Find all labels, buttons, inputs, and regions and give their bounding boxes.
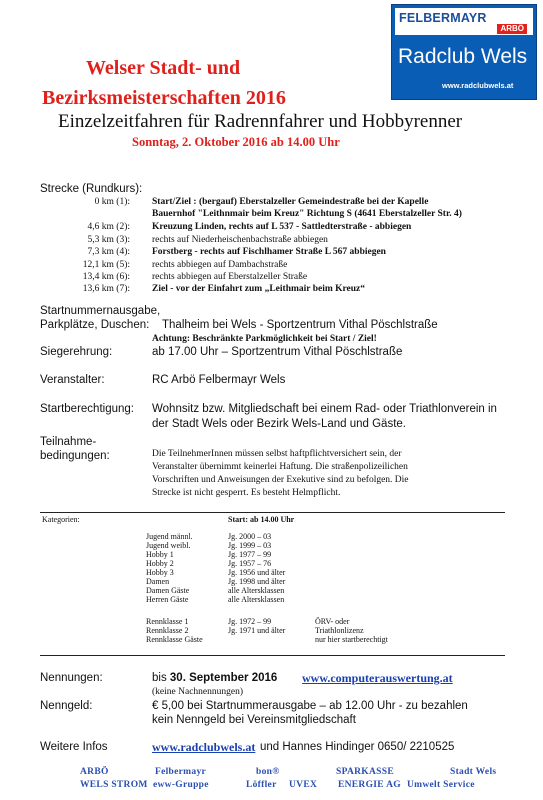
route-desc: Bauernhof "Leithnmair beim Kreuz" Richtung S (4641 Eberstalzeller Str. 4) [152, 209, 462, 219]
conditions-line: Strecke ist nicht gesperrt. Es besteht Helmpflicht. [152, 488, 341, 498]
category-year: Jg. 1998 und älter [228, 577, 286, 586]
categories-top-rule [40, 512, 505, 513]
race-class-name: Rennklasse 1 [146, 617, 189, 626]
category-name: Hobby 1 [146, 550, 174, 559]
sponsor-stadt-wels: Stadt Wels [450, 767, 497, 777]
route-km: 0 km (1): [94, 197, 130, 207]
entries-label: Nennungen: [40, 672, 103, 684]
title-line-2: Bezirksmeisterschaften 2016 [42, 87, 286, 109]
sponsor-wels-strom: WELS STROM [80, 780, 148, 790]
sponsor-bon: bon® [256, 767, 280, 777]
logo-name: Radclub Wels [398, 45, 528, 68]
race-class-note: Triathlonlizenz [315, 626, 364, 635]
fee-line-1: € 5,00 bei Startnummerausgabe – ab 12.00 Uhr - zu bezahlen [152, 700, 468, 712]
eligibility-line-2: der Stadt Wels oder Bezirk Wels-Land und Gäste. [152, 418, 406, 430]
category-name: Damen [146, 577, 170, 586]
eligibility-label: Startberechtigung: [40, 403, 134, 415]
more-info-contact: und Hannes Hindinger 0650/ 2210525 [260, 741, 455, 753]
entries-deadline: bis 30. September 2016 [152, 672, 278, 684]
race-class-note: ÖRV- oder [315, 617, 350, 626]
sponsor-sparkasse: SPARKASSE [336, 767, 394, 777]
route-desc: rechts abbiegen auf Dambachstraße [152, 260, 288, 270]
sponsor-umwelt-service: Umwelt Service [407, 780, 475, 790]
conditions-line: Die TeilnehmerInnen müssen selbst haftpflichtversichert sein, der [152, 449, 402, 459]
event-date: Sonntag, 2. Oktober 2016 ab 14.00 Uhr [132, 135, 340, 149]
route-desc: rechts abbiegen auf Eberstalzeller Straße [152, 272, 308, 282]
route-km: 13,4 km (6): [82, 272, 130, 282]
sponsor-arbo: ARBÖ [80, 767, 109, 777]
race-class-year: Jg. 1972 – 99 [228, 617, 272, 626]
organizer-label: Veranstalter: [40, 374, 105, 386]
entries-link[interactable]: www.computerauswertung.at [302, 671, 453, 685]
route-desc: Forstberg - rechts auf Fischlhamer Straße L 567 abbiegen [152, 247, 386, 257]
entries-note: (keine Nachnennungen) [152, 687, 244, 697]
category-name: Herren Gäste [146, 595, 189, 604]
sponsor-energie-ag: ENERGIE AG [338, 780, 401, 790]
ceremony-label: Siegerehrung: [40, 346, 113, 358]
category-name: Jugend männl. [146, 532, 193, 541]
conditions-label-2: bedingungen: [40, 450, 110, 462]
route-desc: Kreuzung Linden, rechts auf L 537 - Sattledterstraße - abbiegen [152, 222, 412, 232]
categories-start: Start: ab 14.00 Uhr [228, 515, 295, 524]
logo-brand: FELBERMAYR [399, 11, 487, 25]
conditions-line: Veranstalter übernimmt keinerlei Haftung. Die straßenpolizeilichen [152, 462, 408, 472]
more-info-label: Weitere Infos [40, 741, 108, 753]
radclub-logo [391, 4, 537, 100]
sponsor-loeffler: Löffler [246, 780, 277, 790]
fee-label: Nenngeld: [40, 700, 93, 712]
route-km: 5,3 km (3): [87, 235, 130, 245]
race-class-name: Rennklasse Gäste [146, 635, 203, 644]
race-class-name: Rennklasse 2 [146, 626, 189, 635]
fee-line-2: kein Nenngeld bei Vereinsmitgliedschaft [152, 714, 356, 726]
organizer-value: RC Arbö Felbermayr Wels [152, 374, 286, 386]
startnr-label-1: Startnummernausgabe, [40, 305, 161, 317]
category-name: Hobby 2 [146, 559, 174, 568]
route-km: 13,6 km (7): [82, 284, 130, 294]
category-name: Jugend weibl. [146, 541, 191, 550]
category-year: Jg. 1957 – 76 [228, 559, 272, 568]
race-class-year: Jg. 1971 und älter [228, 626, 286, 635]
category-name: Damen Gäste [146, 586, 190, 595]
category-year: Jg. 1999 – 03 [228, 541, 272, 550]
category-year: Jg. 2000 – 03 [228, 532, 272, 541]
category-name: Hobby 3 [146, 568, 174, 577]
category-year: alle Altersklassen [228, 586, 285, 595]
route-km: 4,6 km (2): [87, 222, 130, 232]
logo-sub: ARBÖ [497, 24, 527, 34]
conditions-line: Vorschriften und Anweisungen der Exekutive sind zu befolgen. Die [152, 475, 409, 485]
logo-url: www.radclubwels.at [442, 81, 514, 90]
race-class-note: nur hier startberechtigt [315, 635, 388, 644]
route-desc: Ziel - vor der Einfahrt zum „Leithmair beim Kreuz“ [152, 284, 366, 294]
title-line-1: Welser Stadt- und [86, 57, 241, 79]
subtitle: Einzelzeitfahren für Radrennfahrer und Hobbyrenner [58, 111, 463, 132]
ceremony-value: ab 17.00 Uhr – Sportzentrum Vithal Pöschlstraße [152, 346, 403, 358]
route-km: 7,3 km (4): [87, 247, 130, 257]
sponsor-eww: eww-Gruppe [153, 780, 209, 790]
categories-label: Kategorien: [42, 515, 80, 524]
categories-bottom-rule [40, 655, 505, 656]
route-desc: Start/Ziel : (bergauf) Eberstalzeller Gemeindestraße bei der Kapelle [152, 197, 429, 207]
eligibility-line-1: Wohnsitz bzw. Mitgliedschaft bei einem Rad- oder Triathlonverein in [152, 403, 497, 415]
category-year: Jg. 1977 – 99 [228, 550, 272, 559]
logo-top-band [395, 8, 533, 35]
startnr-value: Thalheim bei Wels - Sportzentrum Vithal Pöschlstraße [162, 319, 438, 331]
route-desc: rechts auf Niederheischenbachstraße abbiegen [152, 235, 328, 245]
route-km: 12,1 km (5): [82, 260, 130, 270]
sponsor-uvex: UVEX [289, 780, 318, 790]
category-year: alle Altersklassen [228, 595, 285, 604]
category-year: Jg. 1956 und älter [228, 568, 286, 577]
startnr-label-2: Parkplätze, Duschen: [40, 319, 150, 331]
more-info-link[interactable]: www.radclubwels.at [152, 740, 256, 754]
startnr-note: Achtung: Beschränkte Parkmöglichkeit bei Start / Ziel! [152, 334, 377, 344]
sponsor-felbermayr: Felbermayr [155, 767, 207, 777]
route-heading: Strecke (Rundkurs): [40, 183, 143, 195]
conditions-label-1: Teilnahme- [40, 436, 97, 448]
